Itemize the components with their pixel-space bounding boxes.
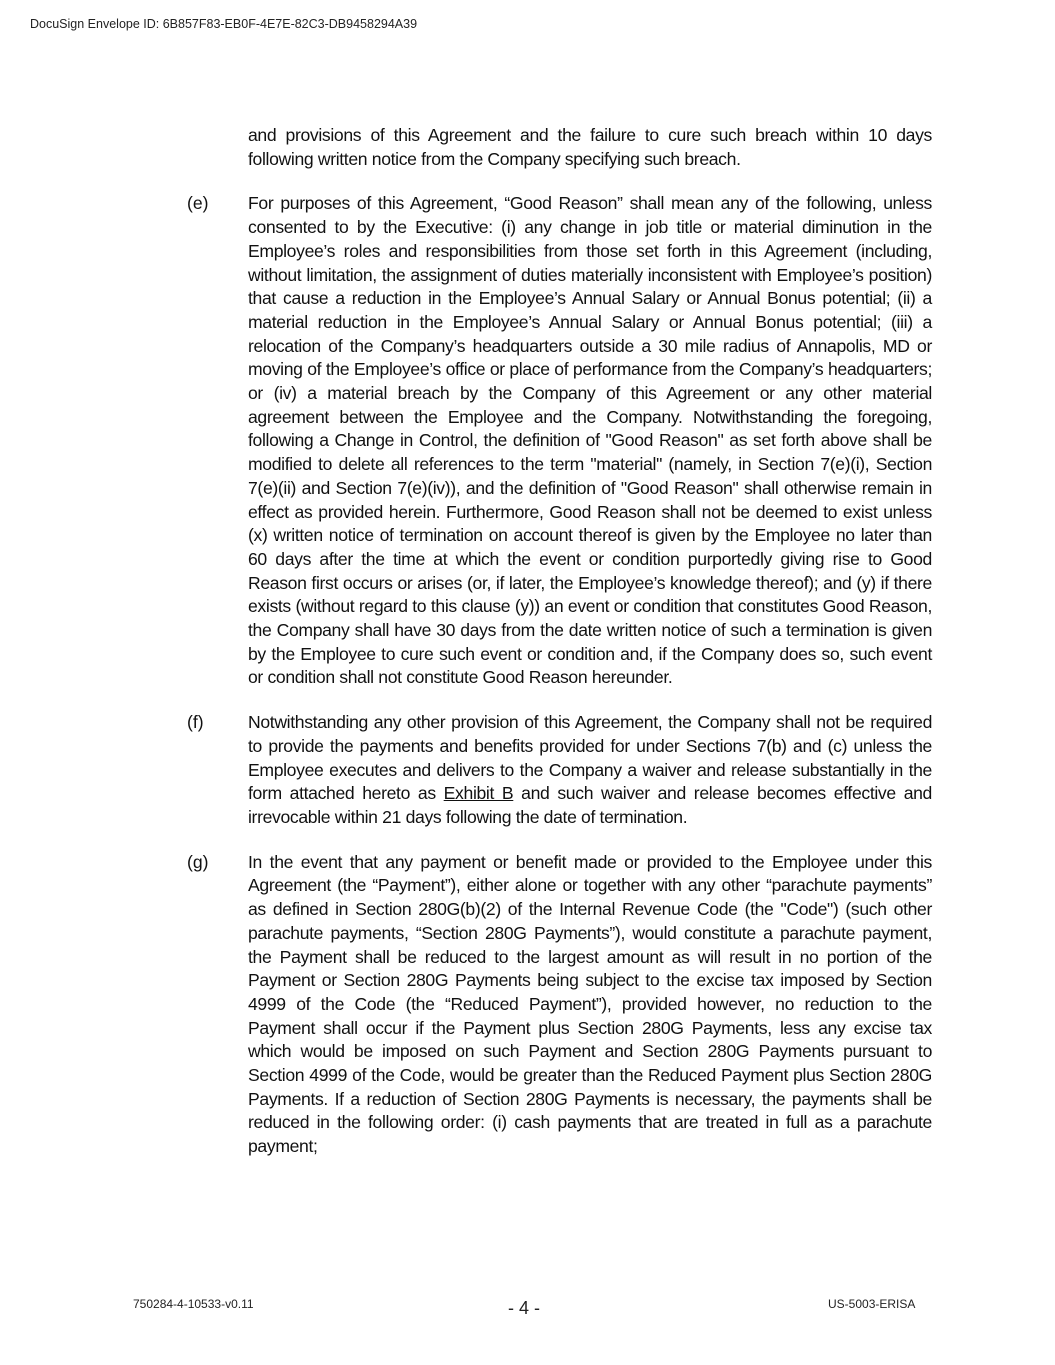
exhibit-b-reference: Exhibit B xyxy=(443,783,514,804)
section-f-text xyxy=(248,711,932,830)
footer-doc-number: 750284-4-10533-v0.11 xyxy=(133,1297,254,1311)
section-f-text-after: and such waiver and release becomes effective and irrevocable within 21 days following the date of termination. xyxy=(248,783,932,827)
section-f xyxy=(187,711,932,830)
section-g xyxy=(187,851,932,1159)
section-f-text-before: Notwithstanding any other provision of this Agreement, the Company shall not be required to provide the payments and benefits provided for under Sections 7(b) and (c) unless the Employee executes and delivers to the Company a waiver and release substantially in the form attached hereto as xyxy=(248,712,932,804)
section-g-text: In the event that any payment or benefit made or provided to the Employee under this Agreement (the “Payment”), either alone or together with any other “parachute payments” as defined in Section 280G(b)(2) of the Internal Revenue Code (the "Code") (such other parachute payments, “Section 280G Payments”), would constitute a parachute payment, the Payment shall be reduced to the largest amount as will result in no portion of the Payment or Section 280G Payments being subject to the excise tax imposed by Section 4999 of the Code (the “Reduced Payment”), provided however, no reduction to the Payment shall occur if the Payment plus Section 280G Payments, less any excise tax which would be imposed on such Payment and Section 280G Payments pursuant to Section 4999 of the Code, would be greater than the Reduced Payment plus Section 280G Payments. If a reduction of Section 280G Payments is necessary, the payments shall be reduced in the following order: (i) cash payments that are treated in full as a parachute payment; xyxy=(248,851,932,1157)
section-e xyxy=(187,192,932,690)
footer-page-number: - 4 - xyxy=(508,1298,541,1318)
docusign-envelope-id: DocuSign Envelope ID: 6B857F83-EB0F-4E7E-82C3-DB9458294A39 xyxy=(30,17,418,31)
continuation-paragraph xyxy=(187,124,932,171)
section-marker: (g) xyxy=(187,851,209,872)
document-body xyxy=(187,124,932,1180)
section-e-text: For purposes of this Agreement, “Good Reason” shall mean any of the following, unless consented to by the Executive: (i) any change in job title or material diminution in the Employee’s roles and responsibilities from those set forth in this Agreement (including, without limitation, the assignment of duties materially inconsistent with Employee’s position) that cause a reduction in the Employee’s Annual Salary or Annual Bonus potential; (ii) a material reduction in the Employee’s Annual Salary or Annual Bonus potential; (iii) a relocation of the Company’s headquarters outside a 30 mile radius of Annapolis, MD or moving of the Employee’s office or place of performance from the Company’s headquarters; or (iv) a material breach by the Company of this Agreement or any other material agreement between the Employee and the Company. Notwithstanding the foregoing, following a Change in Control, the definition of "Good Reason" as set forth above shall be modified to delete all references to the term "material" (namely, in Section 7(e)(i), Section 7(e)(ii) and Section 7(e)(iv)), and the definition of "Good Reason" shall otherwise remain in effect as provided herein. Furthermore, Good Reason shall not be deemed to exist unless (x) written notice of termination on account thereof is given by the Employee no later than 60 days after the time at which the event or condition purportedly giving rise to Good Reason first occurs or arises (or, if later, the Employee’s knowledge thereof); and (y) if there exists (without regard to this clause (y)) an event or condition that constitutes Good Reason, the Company shall have 30 days from the date written notice of such a termination is given by the Employee to cure such event or condition and, if the Company does so, such event or condition shall not constitute Good Reason hereunder. xyxy=(248,193,932,688)
section-marker: (e) xyxy=(187,193,209,214)
continuation-text: and provisions of this Agreement and the failure to cure such breach within 10 days following written notice from the Company specifying such breach. xyxy=(248,125,932,169)
footer-code: US-5003-ERISA xyxy=(828,1297,916,1311)
section-marker: (f) xyxy=(187,712,204,733)
